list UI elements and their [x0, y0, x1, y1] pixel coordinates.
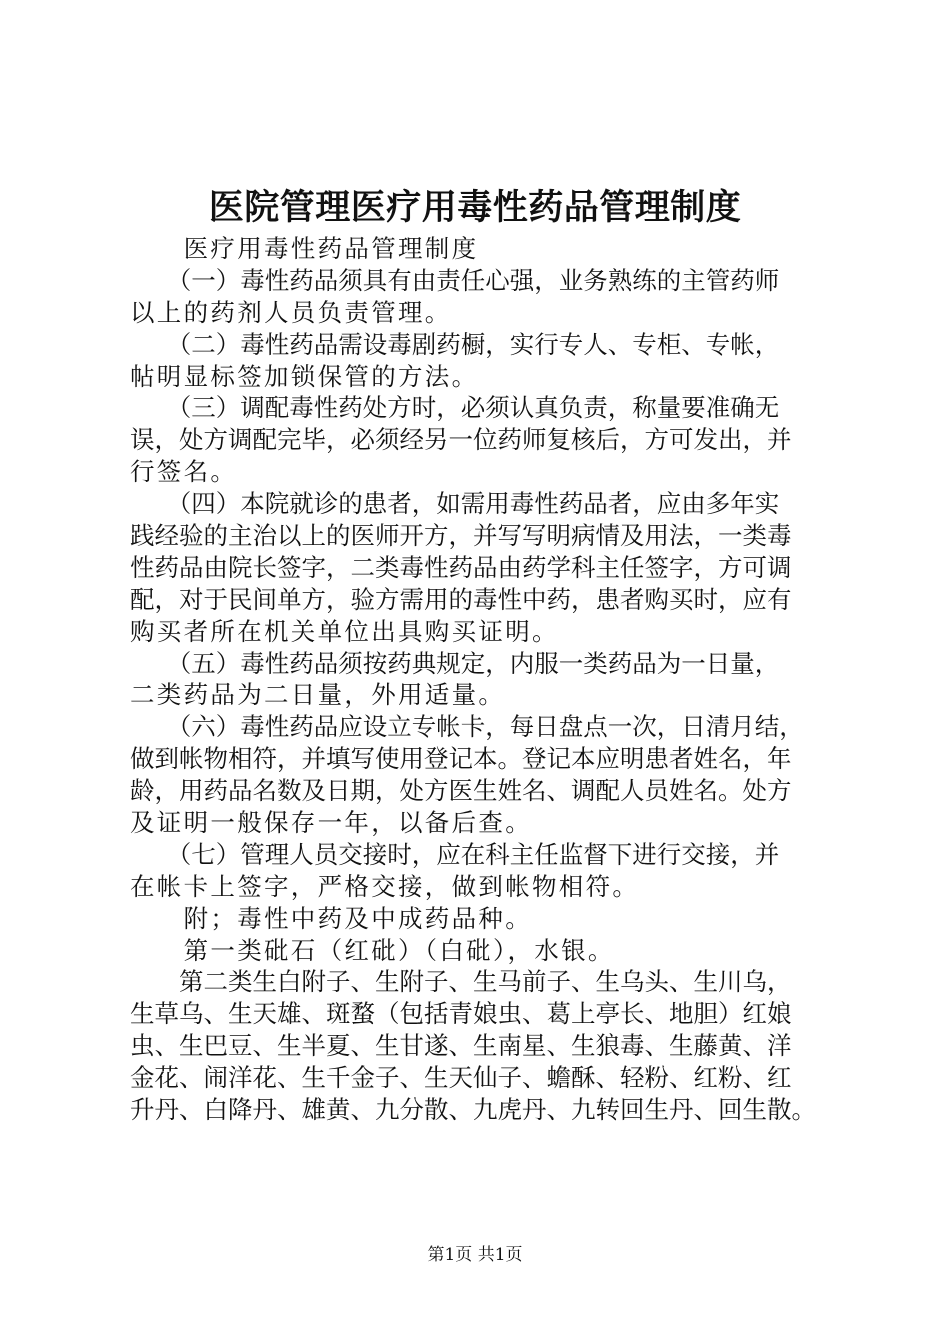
- text-line: 生草乌、生天雄、斑蝥（包括青娘虫、葛上亭长、地胆）红娘: [130, 999, 792, 1029]
- text-line: 做到帐物相符，并填写使用登记本。登记本应明患者姓名，年: [130, 744, 792, 774]
- page-number-footer: 第1页 共1页: [427, 1245, 523, 1265]
- text-line: （五）毒性药品须按药典规定，内服一类药品为一日量，: [130, 648, 780, 678]
- document-body: [130, 233, 834, 1126]
- text-line: 误，处方调配完毕，必须经另一位药师复核后，方可发出，并: [130, 425, 792, 455]
- text-line: 配，对于民间单方，验方需用的毒性中药，患者购买时，应有: [130, 584, 792, 614]
- text-line: 行签名。: [130, 457, 238, 487]
- text-line: 第二类生白附子、生附子、生马前子、生乌头、生川乌，: [130, 967, 792, 997]
- text-line: （四）本院就诊的患者，如需用毒性药品者，应由多年实: [130, 489, 780, 519]
- text-line: （一）毒性药品须具有由责任心强，业务熟练的主管药师: [130, 265, 780, 295]
- text-line: 购买者所在机关单位出具购买证明。: [130, 616, 559, 646]
- text-line: 第一类砒石（红砒）（白砒），水银。: [130, 935, 615, 965]
- text-line: 龄，用药品名数及日期，处方医生姓名、调配人员姓名。处方: [130, 776, 792, 806]
- text-line: （二）毒性药品需设毒剧药橱，实行专人、专柜、专帐，: [130, 329, 780, 359]
- text-line: 以上的药剂人员负责管理。: [130, 297, 452, 327]
- text-line: 附；毒性中药及中成药品种。: [130, 903, 532, 933]
- text-line: 在帐卡上签字，严格交接，做到帐物相符。: [130, 871, 640, 901]
- text-line: 践经验的主治以上的医师开方，并写写明病情及用法，一类毒: [130, 521, 792, 551]
- text-line: 帖明显标签加锁保管的方法。: [130, 361, 479, 391]
- text-line: （三）调配毒性药处方时，必须认真负责，称量要准确无: [130, 393, 780, 423]
- text-line: 金花、闹洋花、生千金子、生天仙子、蟾酥、轻粉、红粉、红: [130, 1063, 792, 1093]
- text-line: 升丹、白降丹、雄黄、九分散、九虎丹、九转回生丹、回生散。: [130, 1095, 816, 1125]
- text-line: （七）管理人员交接时，应在科主任监督下进行交接，并: [130, 839, 780, 869]
- text-line: 二类药品为二日量，外用适量。: [130, 680, 506, 710]
- text-line: 性药品由院长签字，二类毒性药品由药学科主任签字，方可调: [130, 552, 792, 582]
- text-line: 及证明一般保存一年，以备后查。: [130, 808, 532, 838]
- text-line: （六）毒性药品应设立专帐卡，每日盘点一次，日清月结，: [130, 712, 804, 742]
- text-line: 医疗用毒性药品管理制度: [130, 234, 479, 263]
- document-title: 医院管理医疗用毒性药品管理制度: [208, 187, 742, 228]
- text-line: 虫、生巴豆、生半夏、生甘遂、生南星、生狼毒、生藤黄、洋: [130, 1031, 792, 1061]
